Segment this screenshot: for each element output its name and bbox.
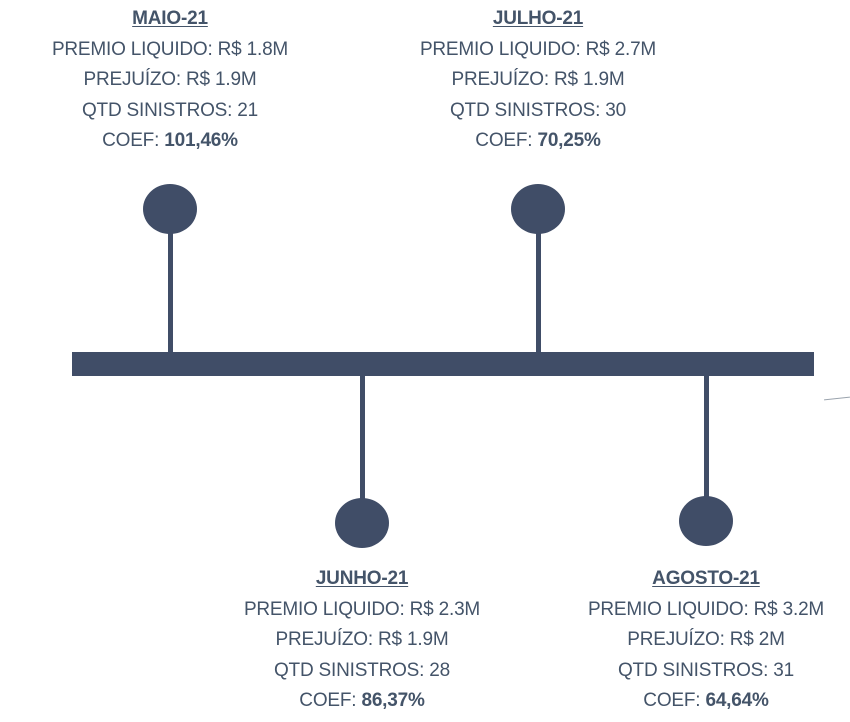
event-coef	[202, 686, 522, 717]
event-title: AGOSTO-21	[652, 568, 760, 589]
event-coef-value: 70,25%	[537, 130, 601, 151]
timeline-stem-julho	[536, 230, 541, 354]
event-label-agosto	[546, 564, 850, 717]
event-coef-label: COEF:	[475, 130, 533, 151]
event-coef	[378, 126, 698, 157]
event-label-julho	[378, 4, 698, 157]
event-coef-label: COEF:	[102, 130, 160, 151]
timeline-stem-junho	[360, 374, 365, 500]
event-premio: PREMIO LIQUIDO: R$ 3.2M	[587, 598, 825, 620]
timeline-marker-julho	[511, 184, 565, 234]
event-coef	[10, 126, 330, 157]
event-coef-label: COEF:	[643, 690, 701, 711]
event-sinistros: QTD SINISTROS: 31	[617, 659, 795, 681]
event-coef-value: 86,37%	[361, 690, 425, 711]
event-sinistros: QTD SINISTROS: 28	[273, 659, 451, 681]
timeline-marker-junho	[335, 498, 389, 548]
event-sinistros: QTD SINISTROS: 21	[81, 99, 259, 121]
timeline-marker-agosto	[679, 496, 733, 546]
event-label-junho	[202, 564, 522, 717]
event-prejuizo: PREJUÍZO: R$ 2M	[627, 629, 785, 650]
event-prejuizo: PREJUÍZO: R$ 1.9M	[83, 69, 257, 90]
event-title: JULHO-21	[492, 8, 584, 29]
edge-artifact-line	[824, 397, 850, 401]
event-sinistros: QTD SINISTROS: 30	[449, 99, 627, 121]
event-premio: PREMIO LIQUIDO: R$ 2.3M	[243, 598, 481, 620]
timeline-stem-agosto	[704, 374, 709, 500]
timeline-marker-maio	[143, 184, 197, 234]
event-coef-label: COEF:	[299, 690, 357, 711]
event-coef	[546, 686, 850, 717]
event-coef-value: 101,46%	[164, 130, 238, 151]
event-premio: PREMIO LIQUIDO: R$ 2.7M	[419, 38, 657, 60]
event-title: JUNHO-21	[315, 568, 409, 589]
event-prejuizo: PREJUÍZO: R$ 1.9M	[275, 629, 449, 650]
event-prejuizo: PREJUÍZO: R$ 1.9M	[451, 69, 625, 90]
timeline-stem-maio	[168, 230, 173, 354]
event-title: MAIO-21	[132, 8, 208, 29]
event-coef-value: 64,64%	[705, 690, 769, 711]
event-premio: PREMIO LIQUIDO: R$ 1.8M	[51, 38, 289, 60]
timeline-bar	[72, 352, 814, 376]
event-label-maio	[10, 4, 330, 157]
